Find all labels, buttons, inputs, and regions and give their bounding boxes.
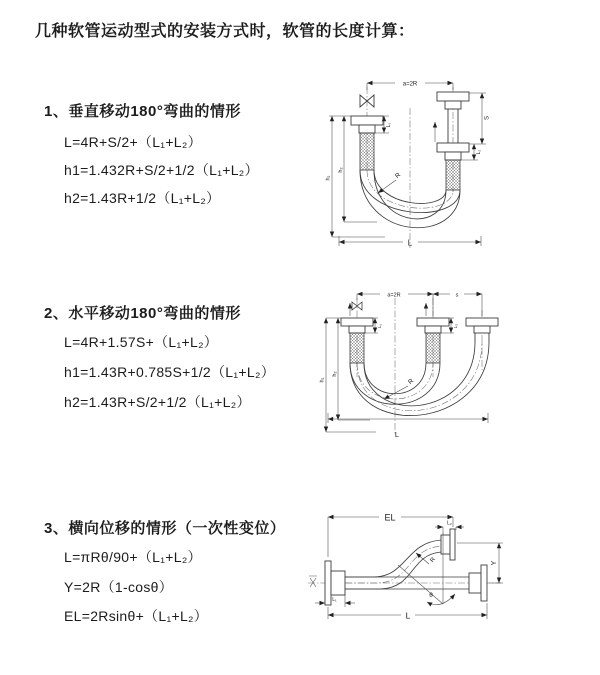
label-l1: L₁ <box>386 122 392 128</box>
formula: L=πRθ/90+（L₁+L₂） <box>64 549 202 565</box>
label-l1: L₁ <box>377 323 382 329</box>
label-h1: h₁ <box>319 377 326 383</box>
diagram-vertical-180-bend <box>315 70 570 257</box>
formula: h1=1.43R+0.785S+1/2（L₁+L₂） <box>64 364 275 380</box>
label-y: Y <box>491 560 498 566</box>
formula: Y=2R（1-cosθ） <box>64 579 174 595</box>
label-h2: h₂ <box>332 371 338 377</box>
dim-l-bottom <box>328 413 488 439</box>
formula: L=4R+1.57S+（L₁+L₂） <box>64 334 219 350</box>
dim-a2r <box>367 82 453 91</box>
section-1-heading: 1、垂直移动180°弯曲的情形 <box>44 103 241 120</box>
dim-el <box>328 513 453 558</box>
braided-hose <box>426 333 440 363</box>
upper-flange-hub <box>441 535 450 554</box>
dim-s <box>469 93 491 144</box>
label-s: S <box>484 115 491 121</box>
section-2-heading: 2、水平移动180°弯曲的情形 <box>44 305 241 322</box>
dim-a2r-s <box>357 293 482 317</box>
label-h1: h₁ <box>325 175 332 181</box>
label-h2: h₂ <box>338 167 344 173</box>
section-3-heading: 3、横向位移的情形（一次性变位） <box>44 520 286 537</box>
formula: EL=2Rsinθ+（L₁+L₂） <box>64 608 209 624</box>
radius-callout <box>384 377 415 399</box>
braided-hose <box>446 160 460 190</box>
label-l: L <box>394 430 400 439</box>
formula: h2=1.43R+1/2（L₁+L₂） <box>64 190 221 206</box>
formula: L=4R+S/2+（L₁+L₂） <box>64 134 202 150</box>
diagram-lateral-displacement <box>303 503 593 653</box>
hose-curves <box>350 342 489 416</box>
formula: h2=1.43R+S/2+1/2（L₁+L₂） <box>64 394 251 410</box>
label-a2r: a=2R <box>402 81 418 88</box>
formula: h1=1.432R+S/2+1/2（L₁+L₂） <box>64 162 259 178</box>
label-el: EL <box>384 512 396 523</box>
curved-hose-displaced <box>345 529 455 589</box>
braided-hose <box>350 333 364 363</box>
diagram-1-svg <box>315 70 570 257</box>
label-l2: L₂ <box>447 520 452 527</box>
label-s: s <box>455 292 459 299</box>
braided-hose <box>360 133 374 170</box>
label-theta: θ <box>429 592 433 599</box>
label-r: R <box>393 171 403 181</box>
left-pipe-flange <box>341 318 373 363</box>
diagram-3-svg <box>303 503 593 653</box>
centerlines <box>367 87 453 248</box>
pipe-break-mark <box>309 576 317 587</box>
label-l2: L₂ <box>453 323 458 329</box>
upper-flange-plate <box>450 529 455 560</box>
diagram-2-svg <box>312 282 572 447</box>
label-l1: L₁ <box>332 597 337 603</box>
dim-l2-top <box>435 521 464 535</box>
radius-callout <box>378 171 402 193</box>
label-r: R <box>429 556 437 564</box>
diagram-horizontal-180-bend <box>312 282 572 447</box>
label-l2: L₂ <box>476 149 482 155</box>
straight-pipe-original <box>345 565 487 601</box>
left-pipe-flange <box>351 116 383 170</box>
dim-h1-h2 <box>326 116 386 237</box>
dim-l-bottom <box>328 603 487 621</box>
dim-l-bottom <box>339 236 481 248</box>
label-l: L <box>405 610 411 621</box>
label-a2r: a=2R <box>387 292 401 299</box>
label-l: L <box>407 238 413 248</box>
dim-l1-left <box>315 595 355 607</box>
label-r: R <box>406 377 416 387</box>
page-title: 几种软管运动型式的安装方式时，软管的长度计算： <box>35 23 415 40</box>
middle-pipe-flange <box>417 318 449 363</box>
